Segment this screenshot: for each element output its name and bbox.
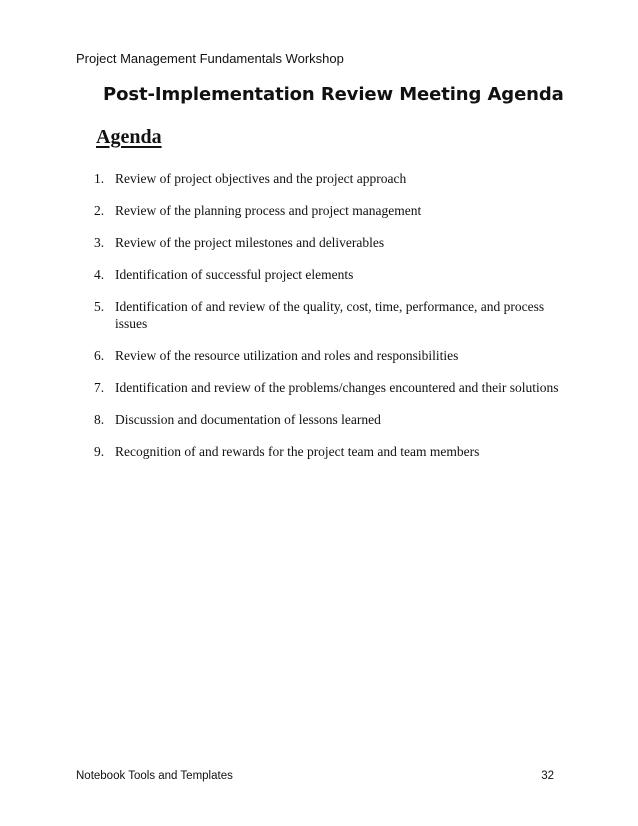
page-number: 32: [541, 770, 554, 782]
agenda-item-text: Review of project objectives and the project approach: [115, 171, 407, 186]
footer-title: Notebook Tools and Templates: [76, 770, 233, 782]
agenda-item: [94, 411, 574, 428]
agenda-item: [94, 298, 574, 332]
document-title: Post-Implementation Review Meeting Agenda: [103, 84, 564, 105]
agenda-item-text: Identification of successful project elements: [115, 267, 354, 282]
agenda-item: [94, 379, 574, 396]
agenda-item-number: 2.: [94, 203, 105, 218]
agenda-item-text: Identification and review of the problems/changes encountered and their solutions: [115, 380, 559, 395]
agenda-item: [94, 202, 574, 219]
running-header: Project Management Fundamentals Workshop: [76, 51, 344, 66]
agenda-item: [94, 347, 574, 364]
agenda-item: [94, 266, 574, 283]
agenda-item-number: 7.: [94, 380, 105, 395]
agenda-item-number: 4.: [94, 267, 105, 282]
agenda-item-number: 3.: [94, 235, 105, 250]
agenda-heading: Agenda: [96, 126, 162, 148]
agenda-item: [94, 234, 574, 251]
agenda-item-text: Review of the project milestones and deliverables: [115, 235, 385, 250]
agenda-item-text: Recognition of and rewards for the project team and team members: [115, 444, 480, 459]
agenda-item-text: Discussion and documentation of lessons learned: [115, 412, 381, 427]
agenda-list: [94, 170, 574, 475]
agenda-item-text: Review of the planning process and project management: [115, 203, 422, 218]
agenda-item-number: 1.: [94, 171, 105, 186]
agenda-item-number: 5.: [94, 299, 105, 314]
agenda-item: [94, 170, 574, 187]
agenda-item-number: 6.: [94, 348, 105, 363]
agenda-item-number: 9.: [94, 444, 105, 459]
agenda-item-number: 8.: [94, 412, 105, 427]
agenda-item-text: Review of the resource utilization and roles and responsibilities: [115, 348, 459, 363]
agenda-item-text: Identification of and review of the quality, cost, time, performance, and process issues: [115, 299, 545, 331]
agenda-item: [94, 443, 574, 460]
